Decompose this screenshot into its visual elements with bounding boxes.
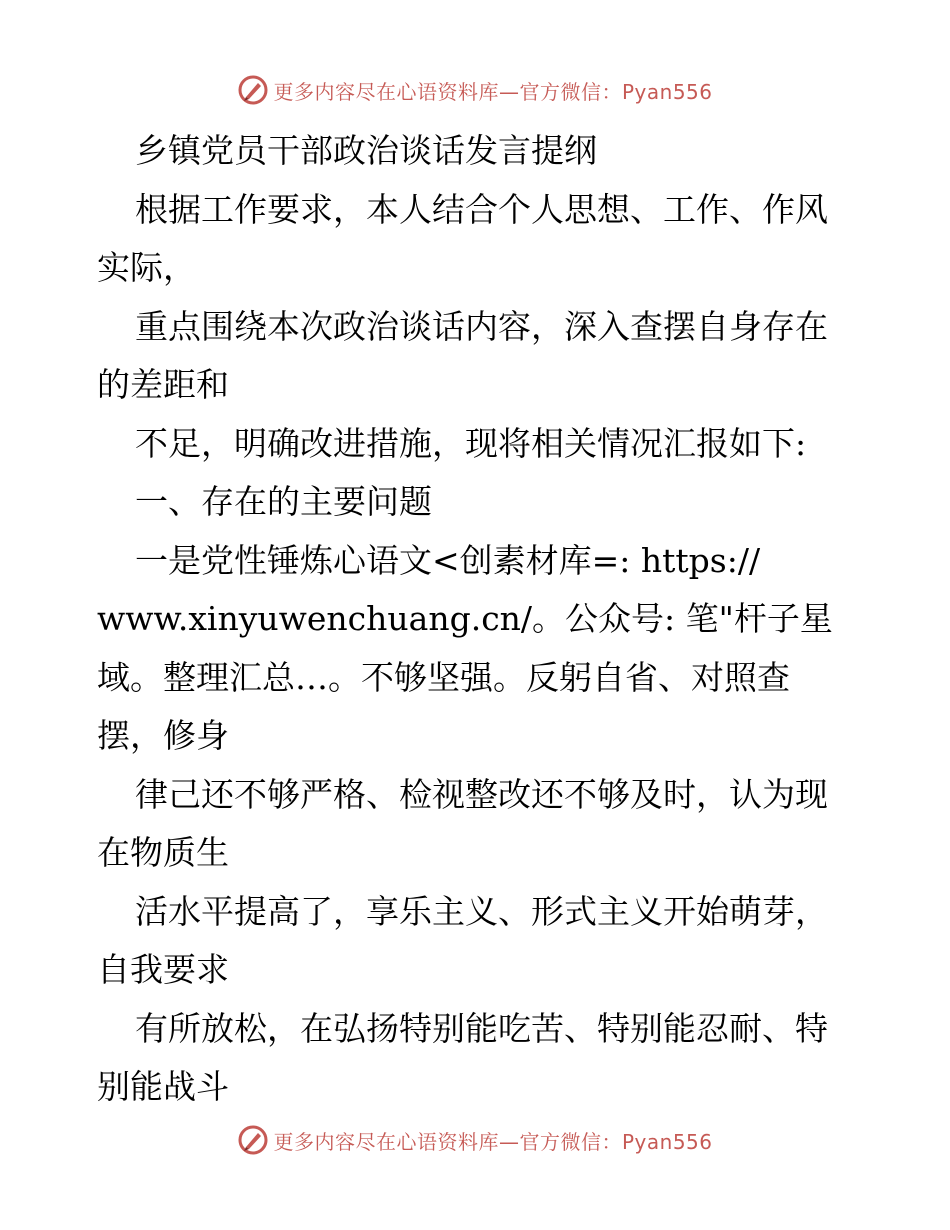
header-wechat-id: Pyan556 <box>621 79 713 104</box>
header-site-text: 更多内容尽在心语资料库 <box>273 79 499 104</box>
footer-text <box>273 1126 712 1155</box>
paragraph-line: 一是党性锤炼心语文<创素材库=: https:// <box>135 540 761 580</box>
paragraph-line: 活水平提高了，享乐主义、形式主义开始萌芽， <box>135 891 828 931</box>
paragraph-line: 有所放松，在弘扬特别能吃苦、特别能忍耐、特 <box>135 1008 828 1048</box>
header-wechat-label: 官方微信： <box>519 79 622 104</box>
footer-wechat-label: 官方微信： <box>519 1129 622 1154</box>
pen-logo-icon <box>237 1124 269 1156</box>
paragraph-line: 的差距和 <box>97 365 229 404</box>
section-heading: 一、存在的主要问题 <box>135 482 432 521</box>
footer-site-text: 更多内容尽在心语资料库 <box>273 1129 499 1154</box>
paragraph-line: 摆，修身 <box>97 716 229 755</box>
paragraph-line: 域。整理汇总…。不够坚强。反躬自省、对照查 <box>97 657 790 697</box>
footer-separator: — <box>498 1129 520 1154</box>
paragraph-line: www.xinyuwenchuang.cn/。公众号: 笔"杆子星 <box>97 599 833 638</box>
paragraph-line: 实际， <box>97 248 196 287</box>
paragraph-line: 不足，明确改进措施，现将相关情况汇报如下: <box>135 423 807 463</box>
paragraph-line: 律己还不够严格、检视整改还不够及时，认为现 <box>135 774 828 814</box>
pen-logo-icon <box>237 74 269 106</box>
footer-wechat-id: Pyan556 <box>621 1129 713 1154</box>
paragraph-line: 别能战斗 <box>97 1067 229 1106</box>
paragraph-line: 根据工作要求，本人结合个人思想、工作、作风 <box>135 189 828 229</box>
paragraph-line: 在物质生 <box>97 833 229 872</box>
header-banner <box>0 70 950 110</box>
paragraph-line: 自我要求 <box>97 950 229 989</box>
header-text <box>273 76 712 105</box>
document-body <box>97 122 857 1117</box>
doc-title: 乡镇党员干部政治谈话发言提纲 <box>135 131 597 170</box>
paragraph-line: 重点围绕本次政治谈话内容，深入查摆自身存在 <box>135 306 828 346</box>
footer-banner <box>0 1120 950 1160</box>
header-separator: — <box>498 79 520 104</box>
